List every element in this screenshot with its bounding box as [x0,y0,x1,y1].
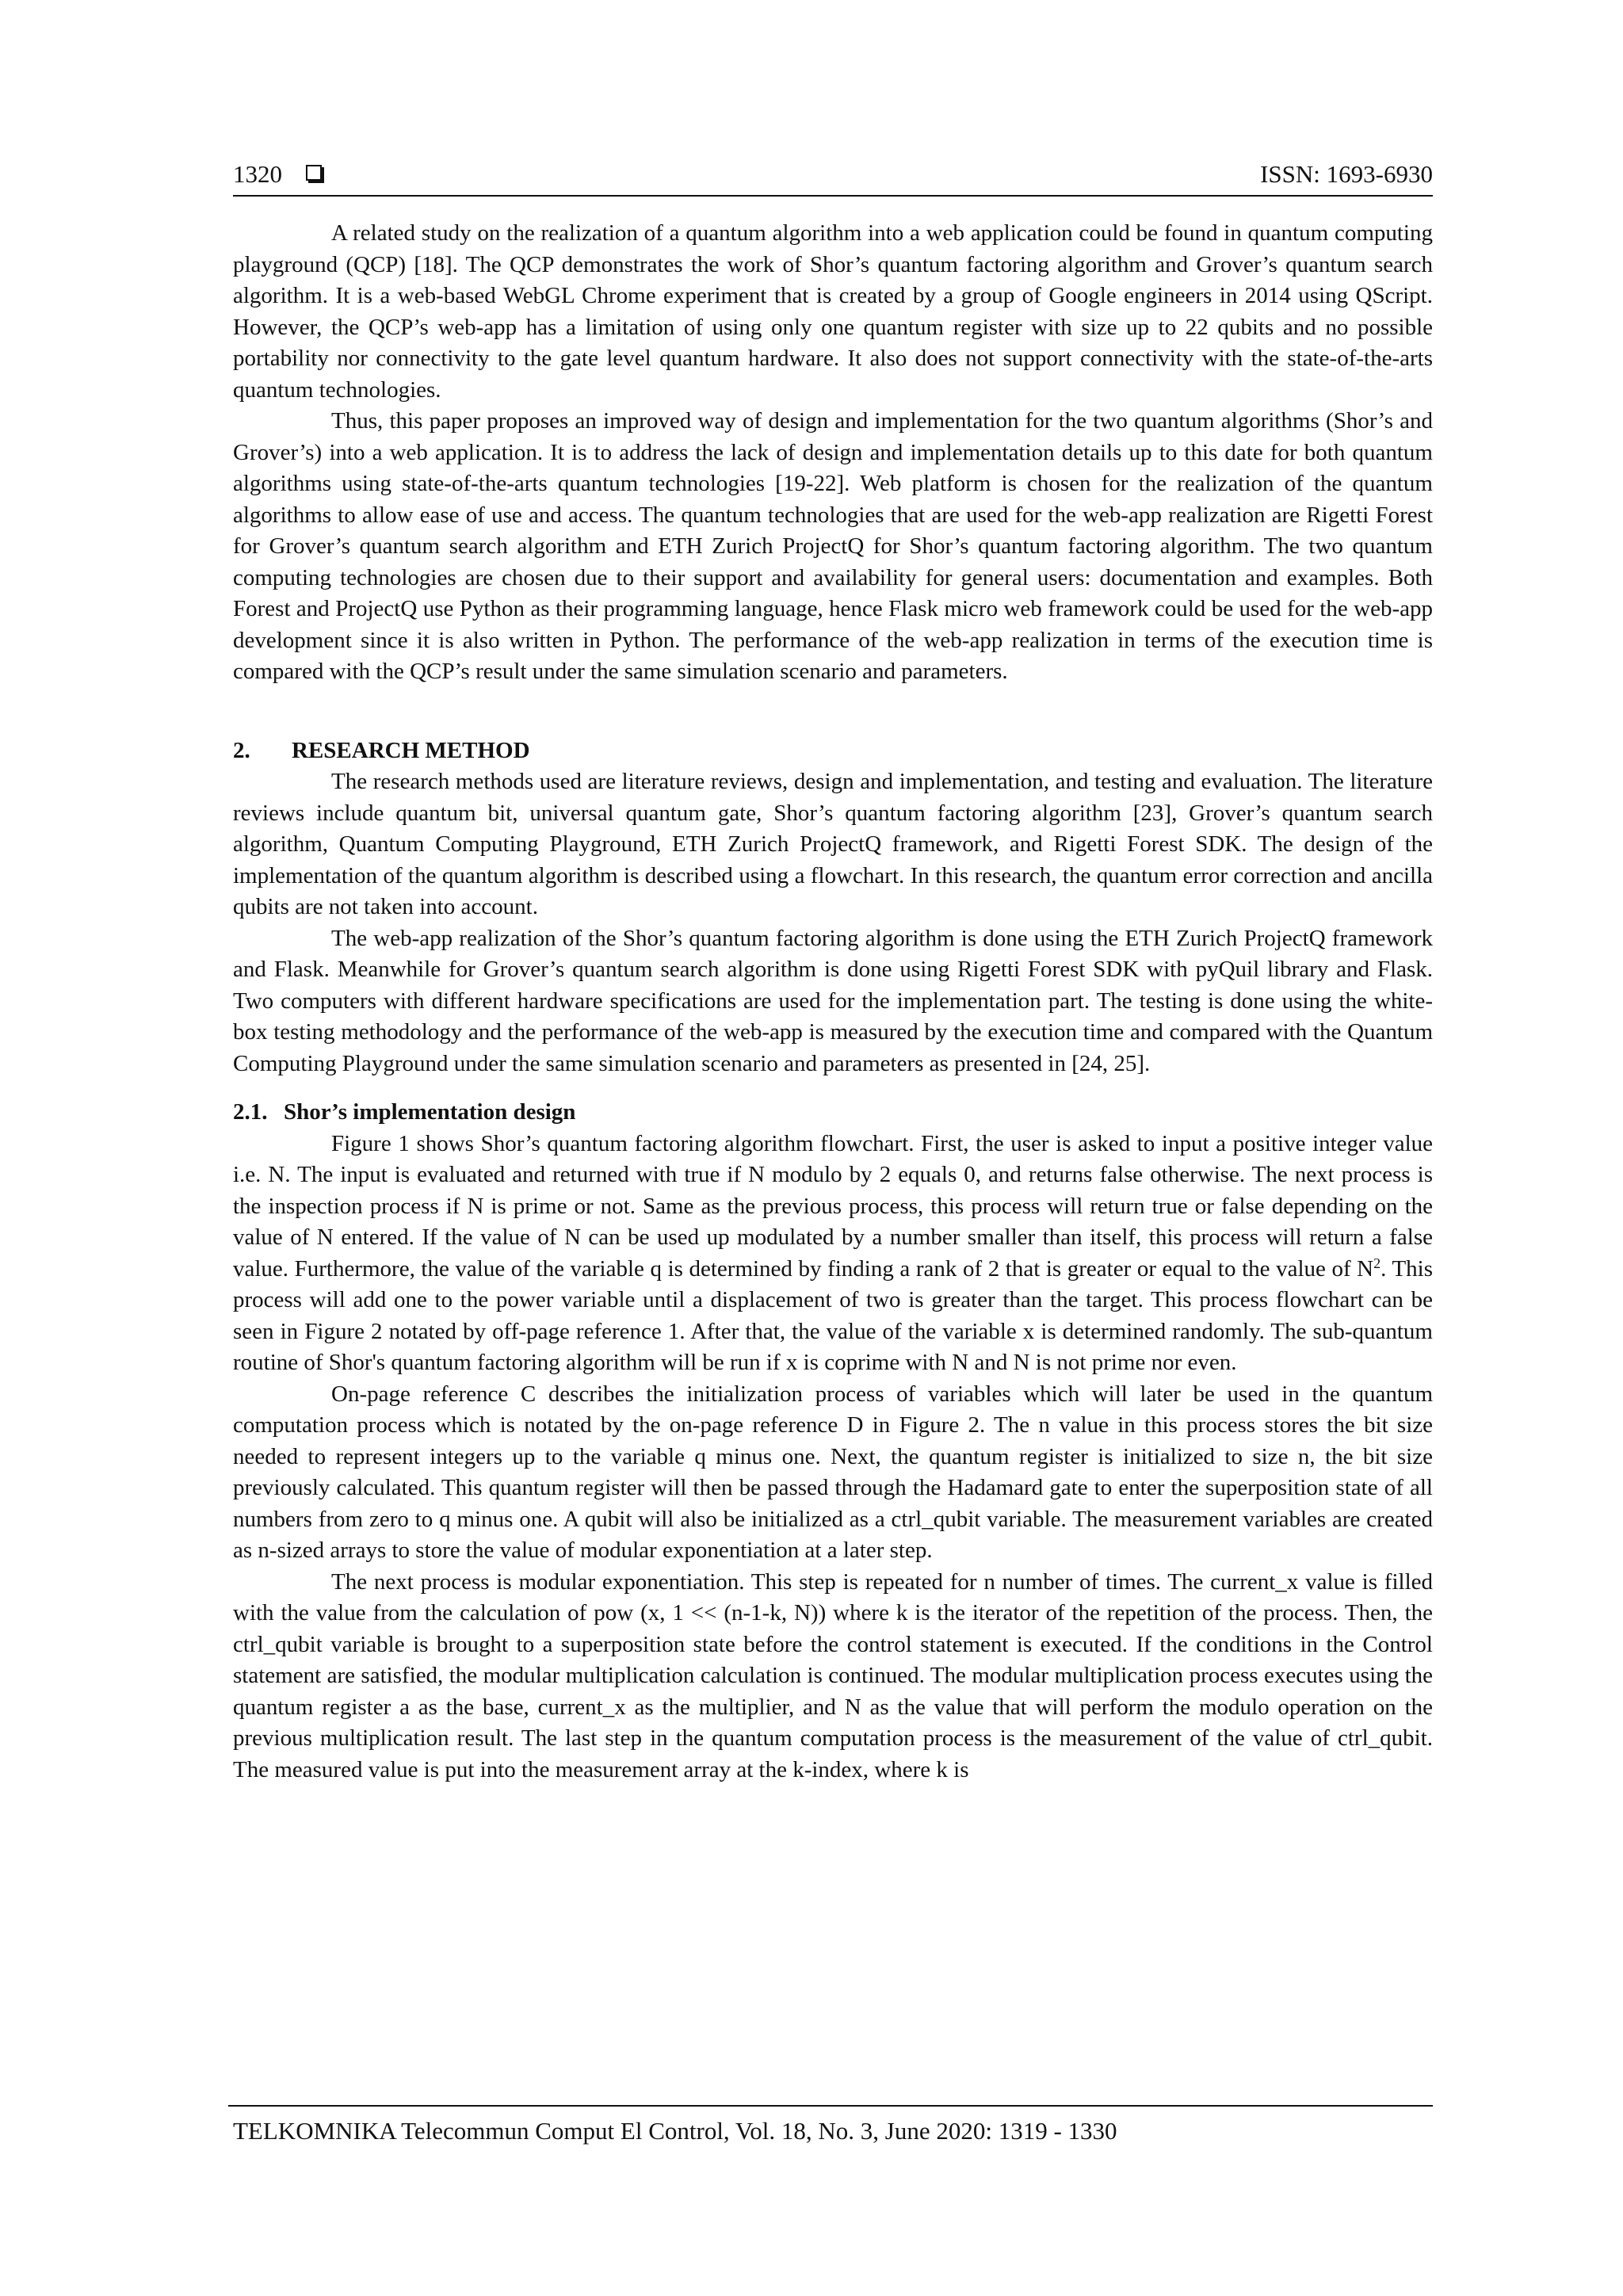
subsection-number: 2.1. [233,1099,268,1125]
footer-citation: TELKOMNIKA Telecommun Comput El Control, Vol. 18, No. 3, June 2020: 1319 - 1330 [233,2117,1117,2145]
hollow-square-icon [306,165,322,181]
section-heading-research-method [233,735,1433,767]
shor-paragraph-2: On-page reference C describes the initialization process of variables which will later be used in the quantum computation process which is notated by the on-page reference D in Figure 2. The n value in this process stores the bit size needed to represent integers up to the variable q minus one. Next, the quantum register is initialized to size n, the bit size previously calculated. This quantum register will then be passed through the Hadamard gate to enter the superposition state of all numbers from zero to q minus one. A qubit will also be initialized as a ctrl_qubit variable. The measurement variables are created as n-sized arrays to store the value of modular exponentiation at a later step. [233,1381,1433,1563]
footer-rule [228,2105,1433,2107]
header-rule [233,195,1433,197]
shor-paragraph-1-text-b: . This process will add one to the power variable until a displacement of two is greater than the target. This process flowchart can be seen in Figure 2 notated by off-page reference 1. After that, the value of the variable x is determined randomly. The sub-quantum routine of Shor's quantum factoring algorithm will be run if x is coprime with N and N is not prime nor even. [233,1255,1433,1375]
intro-paragraph-2: Thus, this paper proposes an improved way of design and implementation for the two quantum algorithms (Shor’s and Grover’s) into a web application. It is to address the lack of design and implementation details up to this date for both quantum algorithms using state-of-the-arts quantum technologies [19-22]. Web platform is chosen for the realization of the quantum algorithms to allow ease of use and access. The quantum technologies that are used for the web-app realization are Rigetti Forest for Grover’s quantum search algorithm and ETH Zurich ProjectQ for Shor’s quantum factoring algorithm. The two quantum computing technologies are chosen due to their support and availability for general users: documentation and examples. Both Forest and ProjectQ use Python as their programming language, hence Flask micro web framework could be used for the web-app development since it is also written in Python. The performance of the web-app realization in terms of the execution time is compared with the QCP’s result under the same simulation scenario and parameters. [233,408,1433,684]
issn-label: ISSN: 1693-6930 [1260,160,1433,188]
intro-paragraph-1: A related study on the realization of a quantum algorithm into a web application could be found in quantum computing playground (QCP) [18]. The QCP demonstrates the work of Shor’s quantum factoring algorithm and Grover’s quantum search algorithm. It is a web-based WebGL Chrome experiment that is created by a group of Google engineers in 2014 using QScript. However, the QCP’s web-app has a limitation of using only one quantum register with size up to 22 qubits and no possible portability nor connectivity to the gate level quantum hardware. It also does not support connectivity with the state-of-the-arts quantum technologies. [233,220,1433,403]
shor-paragraph-1 [233,1129,1433,1379]
subsection-title: Shor’s implementation design [284,1099,576,1125]
page-number: 1320 [233,160,282,188]
shor-paragraph-1-text-a: Figure 1 shows Shor’s quantum factoring algorithm flowchart. First, the user is asked to input a positive integer value i.e. N. The input is evaluated and returned with true if N modulo by 2 equals 0, and returns false otherwise. The next process is the inspection process if N is prime or not. Same as the previous process, this process will return true or false depending on the value of N entered. If the value of N can be used up modulated by a number smaller than itself, this process will return a false value. Furthermore, the value of the variable q is determined by finding a rank of 2 that is greater or equal to the value of N [233,1130,1433,1282]
superscript-two: 2 [1373,1255,1381,1271]
method-paragraph-1: The research methods used are literature reviews, design and implementation, and testing and evaluation. The literature reviews include quantum bit, universal quantum gate, Shor’s quantum factoring algorithm [23], Grover’s quantum search algorithm, Quantum Computing Playground, ETH Zurich ProjectQ framework, and Rigetti Forest SDK. The design of the implementation of the quantum algorithm is described using a flowchart. In this research, the quantum error correction and ancilla qubits are not taken into account. [233,769,1433,919]
subsection-heading-shor-design [233,1097,1433,1129]
section-title: RESEARCH METHOD [292,737,530,763]
method-paragraph-2: The web-app realization of the Shor’s quantum factoring algorithm is done using the ETH Zurich ProjectQ framework and Flask. Meanwhile for Grover’s quantum search algorithm is done using Rigetti Forest SDK with pyQuil library and Flask. Two computers with different hardware specifications are used for the implementation part. The testing is done using the white-box testing methodology and the performance of the web-app is measured by the execution time and compared with the Quantum Computing Playground under the same simulation scenario and parameters as presented in [24, 25]. [233,925,1433,1076]
shor-paragraph-3: The next process is modular exponentiation. This step is repeated for n number of times. The current_x value is filled with the value from the calculation of pow (x, 1 << (n-1-k, N)) where k is the iterator of the repetition of the process. Then, the ctrl_qubit variable is brought to a superposition state before the control statement is executed. If the conditions in the Control statement are satisfied, the modular multiplication calculation is continued. The modular multiplication process executes using the quantum register a as the base, current_x as the multiplier, and N as the value that will perform the modulo operation on the previous multiplication result. The last step in the quantum computation process is the measurement of the value of ctrl_qubit. The measured value is put into the measurement array at the k-index, where k is [233,1568,1433,1782]
page-header [233,155,1433,193]
section-number: 2. [233,737,250,763]
page-body [233,218,1433,1786]
